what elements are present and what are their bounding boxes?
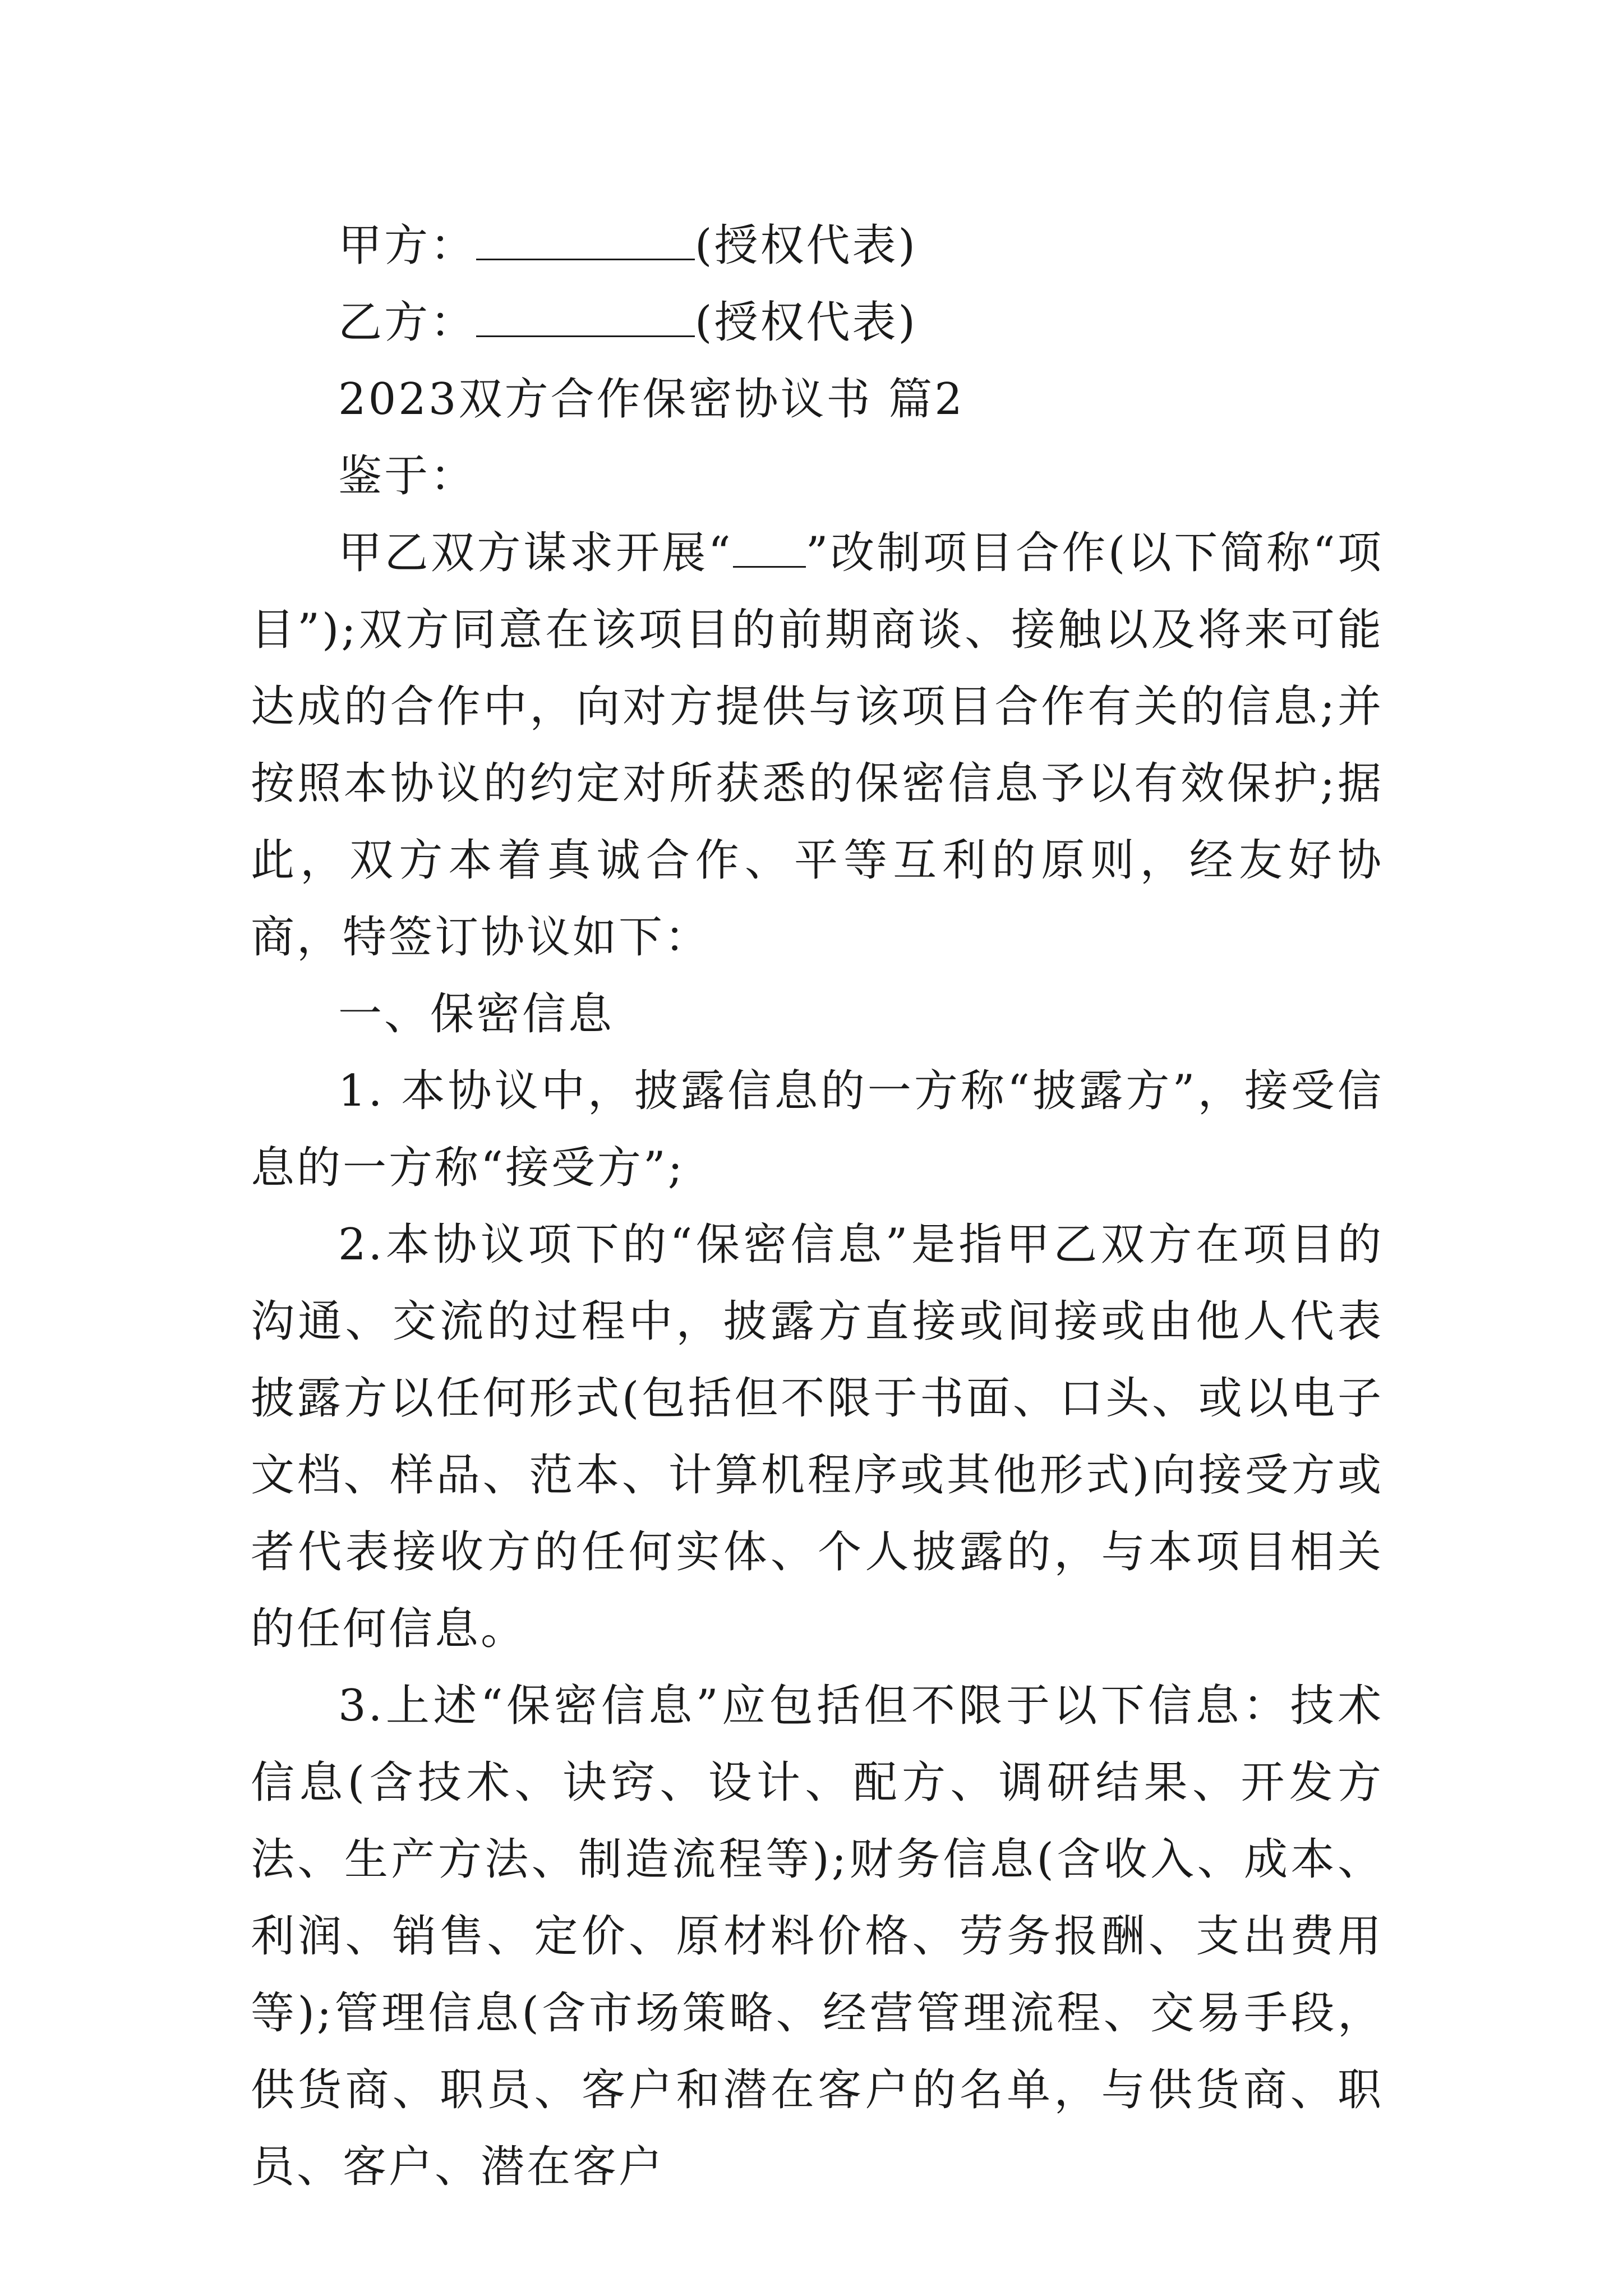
intro-paragraph <box>251 515 1384 976</box>
intro-before-blank: 甲乙双方谋求开展“ <box>338 528 733 578</box>
clause-2: 2.本协议项下的“保密信息”是指甲乙双方在项目的沟通、交流的过程中，披露方直接或间接或由他人代表披露方以任何形式(包括但不限于书面、口头、或以电子文档、样品、范本、计算机程序或其他形式)向接受方或者代表接收方的任何实体、个人披露的，与本项目相关的任何信息。 <box>251 1220 1384 1654</box>
intro-after-blank: ”改制项目合作(以下简称“项目”);双方同意在该项目的前期商谈、接触以及将来可能达成的合作中，向对方提供与该项目合作有关的信息;并按照本协议的约定对所获悉的保密信息予以有效保护;据此，双方本着真诚合作、平等互利的原则，经友好协商，特签订协议如下： <box>251 528 1384 963</box>
whereas-label: 鉴于： <box>338 451 477 501</box>
party-b-signature-blank <box>476 296 695 337</box>
agreement-heading: 2023双方合作保密协议书 篇2 <box>338 374 965 425</box>
party-b-authorized-rep: (授权代表) <box>695 297 917 348</box>
party-a-authorized-rep: (授权代表) <box>695 220 917 271</box>
party-a-signature-line <box>251 208 1384 284</box>
party-a-label: 甲方： <box>338 220 477 271</box>
clause-3: 3.上述“保密信息”应包括但不限于以下信息：技术信息(含技术、诀窍、设计、配方、调研结果、开发方法、生产方法、制造流程等);财务信息(含收入、成本、利润、销售、定价、原材料价格、劳务报酬、支出费用等);管理信息(含市场策略、经营管理流程、交易手段，供货商、职员、客户和潜在客户的名单，与供货商、职员、客户、潜在客户 <box>251 1681 1384 2192</box>
section-1-title: 一、保密信息 <box>338 989 615 1039</box>
clause-1: 1. 本协议中，披露信息的一方称“披露方”，接受信息的一方称“接受方”; <box>251 1066 1384 1193</box>
party-b-signature-line <box>251 284 1384 361</box>
document-page <box>251 208 1384 2206</box>
party-a-signature-blank <box>476 219 695 260</box>
project-name-blank <box>733 527 806 568</box>
party-b-label: 乙方： <box>338 297 477 348</box>
